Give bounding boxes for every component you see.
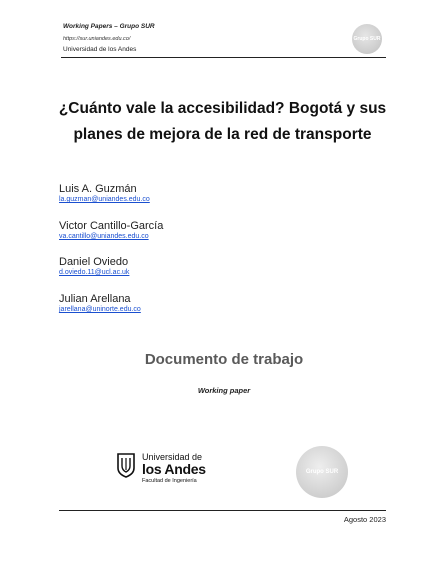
footer-divider (59, 510, 386, 511)
author-email[interactable]: d.oviedo.11@ucl.ac.uk (59, 269, 130, 276)
author-email[interactable]: la.guzman@uniandes.edu.co (59, 196, 150, 203)
author-name: Victor Cantillo-García (59, 220, 164, 232)
series-title: Working Papers – Grupo SUR (63, 23, 155, 30)
paper-title-line-2: planes de mejora de la red de transporte (73, 126, 372, 143)
document-type-title: Documento de trabajo (144, 351, 304, 368)
paper-title (30, 96, 415, 148)
author-name: Julian Arellana (59, 293, 131, 305)
author-name: Luis A. Guzmán (59, 183, 137, 195)
university-logo-line-3: Facultad de Ingeniería (142, 478, 197, 484)
grupo-sur-logo-small (352, 24, 382, 54)
grupo-sur-logo-large (296, 446, 348, 498)
university-crest-icon (116, 452, 136, 478)
header-university: Universidad de los Andes (63, 46, 137, 53)
author-name: Daniel Oviedo (59, 256, 129, 268)
grupo-sur-logo-small-text: Grupo SUR (353, 36, 381, 42)
university-logo-line-2: los Andes (142, 461, 206, 477)
grupo-sur-logo-large-text: Grupo SUR (305, 469, 339, 475)
author-email[interactable]: jarellana@uninorte.edu.co (59, 306, 141, 313)
header-divider (61, 57, 386, 58)
document-type-subtitle: Working paper (197, 386, 251, 395)
paper-title-line-1: ¿Cuánto vale la accesibilidad? Bogotá y sus (58, 100, 387, 117)
university-logo-line-1: Universidad de (142, 452, 203, 462)
series-url[interactable]: https://sur.uniandes.edu.co/ (63, 36, 131, 42)
publication-date: Agosto 2023 (343, 515, 386, 524)
universidad-de-los-andes-logo (116, 448, 216, 490)
author-email[interactable]: va.cantillo@uniandes.edu.co (59, 233, 149, 240)
